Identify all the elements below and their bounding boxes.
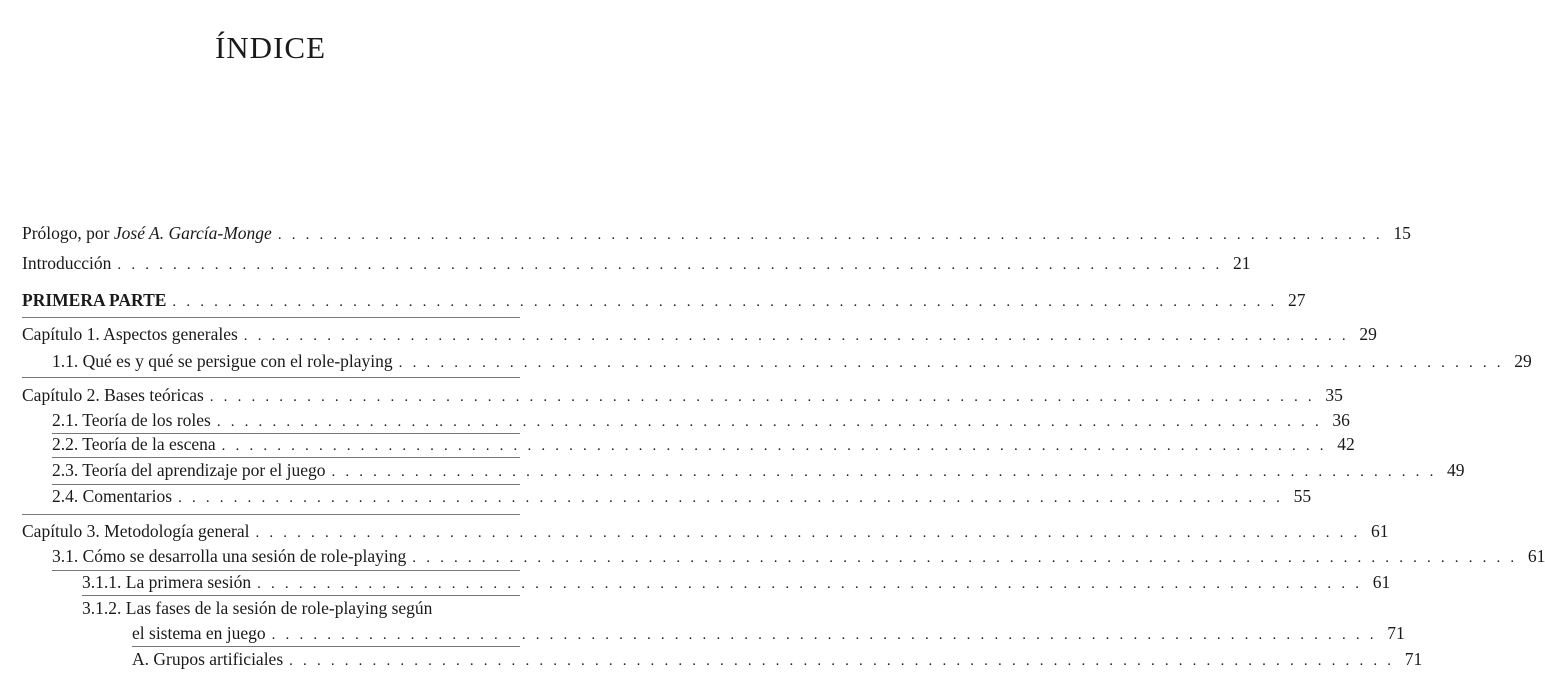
dot-leader: . . . . . . . . . . . . . . . . . . . . . . . . . . . . . . . . . . . . . . . . . . . . . . . . . . . . . . . . . . . . . . . . . . . . . . . . . . . . . . . .: [412, 550, 1518, 566]
toc-entry-page: 71: [1387, 623, 1405, 643]
dot-leader: . . . . . . . . . . . . . . . . . . . . . . . . . . . . . . . . . . . . . . . . . . . . . . . . . . . . . . . . . . . . . . . . . . . . . . . . . . . . . . . .: [172, 294, 1278, 310]
toc-entry-primera-parte[interactable]: [22, 289, 1306, 313]
toc-entry-page: 71: [1404, 649, 1423, 669]
toc-entry-cap3-1-2[interactable]: [132, 622, 1405, 646]
row-divider: [82, 595, 520, 596]
toc-entry-prologo[interactable]: [22, 222, 1411, 246]
row-divider: [52, 457, 520, 458]
toc-entry-cap3-1-2-a[interactable]: [132, 648, 1423, 672]
toc-entry-label: Prólogo, por: [22, 223, 114, 243]
toc-entry-label: 3.1. Cómo se desarrolla una sesión de role-playing: [52, 546, 407, 566]
dot-leader: . . . . . . . . . . . . . . . . . . . . . . . . . . . . . . . . . . . . . . . . . . . . . . . . . . . . . . . . . . . . . . . . . . . . . . . . . . . . . . . .: [216, 414, 1322, 430]
toc-entry-cap3-1[interactable]: [52, 545, 1545, 569]
dot-leader: . . . . . . . . . . . . . . . . . . . . . . . . . . . . . . . . . . . . . . . . . . . . . . . . . . . . . . . . . . . . . . . . . . . . . . . . . . . . . . . .: [289, 653, 1395, 669]
dot-leader: . . . . . . . . . . . . . . . . . . . . . . . . . . . . . . . . . . . . . . . . . . . . . . . . . . . . . . . . . . . . . . . . . . . . . . . . . . . . . . . .: [209, 389, 1315, 405]
toc-entry-cap2-4[interactable]: [52, 485, 1312, 509]
toc-entry-page: 61: [1527, 546, 1545, 566]
toc-entry-author: José A. García-Monge: [113, 223, 272, 243]
toc-entry-page: 49: [1447, 460, 1465, 480]
toc-entry-cap1-1[interactable]: [52, 350, 1532, 374]
toc-entry-label: A. Grupos artificiales: [132, 649, 284, 669]
toc-entry-label: 1.1. Qué es y qué se persigue con el role-playing: [52, 351, 393, 371]
dot-leader: . . . . . . . . . . . . . . . . . . . . . . . . . . . . . . . . . . . . . . . . . . . . . . . . . . . . . . . . . . . . . . . . . . . . . . . . . . . . . . . .: [331, 464, 1437, 480]
toc-entry-cap2-3[interactable]: [52, 459, 1465, 483]
toc-entry-page: 55: [1293, 486, 1312, 506]
dot-leader: . . . . . . . . . . . . . . . . . . . . . . . . . . . . . . . . . . . . . . . . . . . . . . . . . . . . . . . . . . . . . . . . . . . . . . . . . . . . . . . .: [178, 490, 1284, 506]
toc-entry-page: 29: [1359, 324, 1377, 344]
toc-entry-label: 2.1. Teoría de los roles: [52, 410, 211, 430]
toc-entry-label: PRIMERA PARTE: [22, 290, 167, 310]
toc-entry-label: 2.4. Comentarios: [52, 486, 173, 506]
toc-entry-label: 2.3. Teoría del aprendizaje por el juego: [52, 460, 326, 480]
toc-entry-label: Capítulo 3. Metodología general: [22, 521, 250, 541]
toc-entry-cap2-2[interactable]: [52, 433, 1355, 457]
toc-entry-label: Capítulo 2. Bases teóricas: [22, 385, 204, 405]
section-divider: [22, 317, 520, 318]
toc-entry-label: el sistema en juego: [132, 623, 266, 643]
toc-entry-page: 29: [1514, 351, 1532, 371]
toc-entry-page: 35: [1325, 385, 1343, 405]
toc-entry-label: Capítulo 1. Aspectos generales: [22, 324, 238, 344]
toc-entry-page: 61: [1372, 572, 1391, 592]
dot-leader: . . . . . . . . . . . . . . . . . . . . . . . . . . . . . . . . . . . . . . . . . . . . . . . . . . . . . . . . . . . . . . . . . . . . . . . . . . . . . . . .: [257, 576, 1363, 592]
toc-entry-page: 27: [1287, 290, 1306, 310]
toc-entry-cap2[interactable]: [22, 384, 1343, 408]
toc-entry-label: 3.1.1. La primera sesión: [82, 572, 252, 592]
toc-entry-page: 21: [1232, 253, 1251, 273]
toc-entry-label: 2.2. Teoría de la escena: [52, 434, 216, 454]
dot-leader: . . . . . . . . . . . . . . . . . . . . . . . . . . . . . . . . . . . . . . . . . . . . . . . . . . . . . . . . . . . . . . . . . . . . . . . . . . . . . . . .: [255, 525, 1361, 541]
section-divider: [22, 514, 520, 515]
toc-entry-label: Introducción: [22, 253, 112, 273]
dot-leader: . . . . . . . . . . . . . . . . . . . . . . . . . . . . . . . . . . . . . . . . . . . . . . . . . . . . . . . . . . . . . . . . . . . . . . . . . . . . . . . .: [221, 438, 1327, 454]
toc-entry-cap2-1[interactable]: [52, 409, 1350, 433]
toc-entry-cap3[interactable]: [22, 520, 1389, 544]
toc-entry-cap3-1-1[interactable]: [82, 571, 1391, 595]
dot-leader: . . . . . . . . . . . . . . . . . . . . . . . . . . . . . . . . . . . . . . . . . . . . . . . . . . . . . . . . . . . . . . . . . . . . . . . . . . . . . . . .: [277, 227, 1383, 243]
dot-leader: . . . . . . . . . . . . . . . . . . . . . . . . . . . . . . . . . . . . . . . . . . . . . . . . . . . . . . . . . . . . . . . . . . . . . . . . . . . . . . . .: [243, 328, 1349, 344]
row-divider: [132, 646, 520, 647]
dot-leader: . . . . . . . . . . . . . . . . . . . . . . . . . . . . . . . . . . . . . . . . . . . . . . . . . . . . . . . . . . . . . . . . . . . . . . . . . . . . . . . .: [398, 355, 1504, 371]
dot-leader: . . . . . . . . . . . . . . . . . . . . . . . . . . . . . . . . . . . . . . . . . . . . . . . . . . . . . . . . . . . . . . . . . . . . . . . . . . . . . . . .: [117, 257, 1223, 273]
toc-entry-page: 36: [1332, 410, 1350, 430]
toc-entry-cap3-1-2-line1[interactable]: 3.1.2. Las fases de la sesión de role-playing según: [82, 598, 433, 618]
toc-entry-cap1[interactable]: [22, 323, 1377, 347]
section-divider: [22, 377, 520, 378]
toc-entry-page: 61: [1371, 521, 1389, 541]
page-title: ÍNDICE: [214, 30, 327, 65]
dot-leader: . . . . . . . . . . . . . . . . . . . . . . . . . . . . . . . . . . . . . . . . . . . . . . . . . . . . . . . . . . . . . . . . . . . . . . . . . . . . . . . .: [271, 627, 1377, 643]
toc-entry-page: 15: [1393, 223, 1411, 243]
toc-entry-page: 42: [1337, 434, 1355, 454]
toc-entry-introduccion[interactable]: [22, 252, 1251, 276]
